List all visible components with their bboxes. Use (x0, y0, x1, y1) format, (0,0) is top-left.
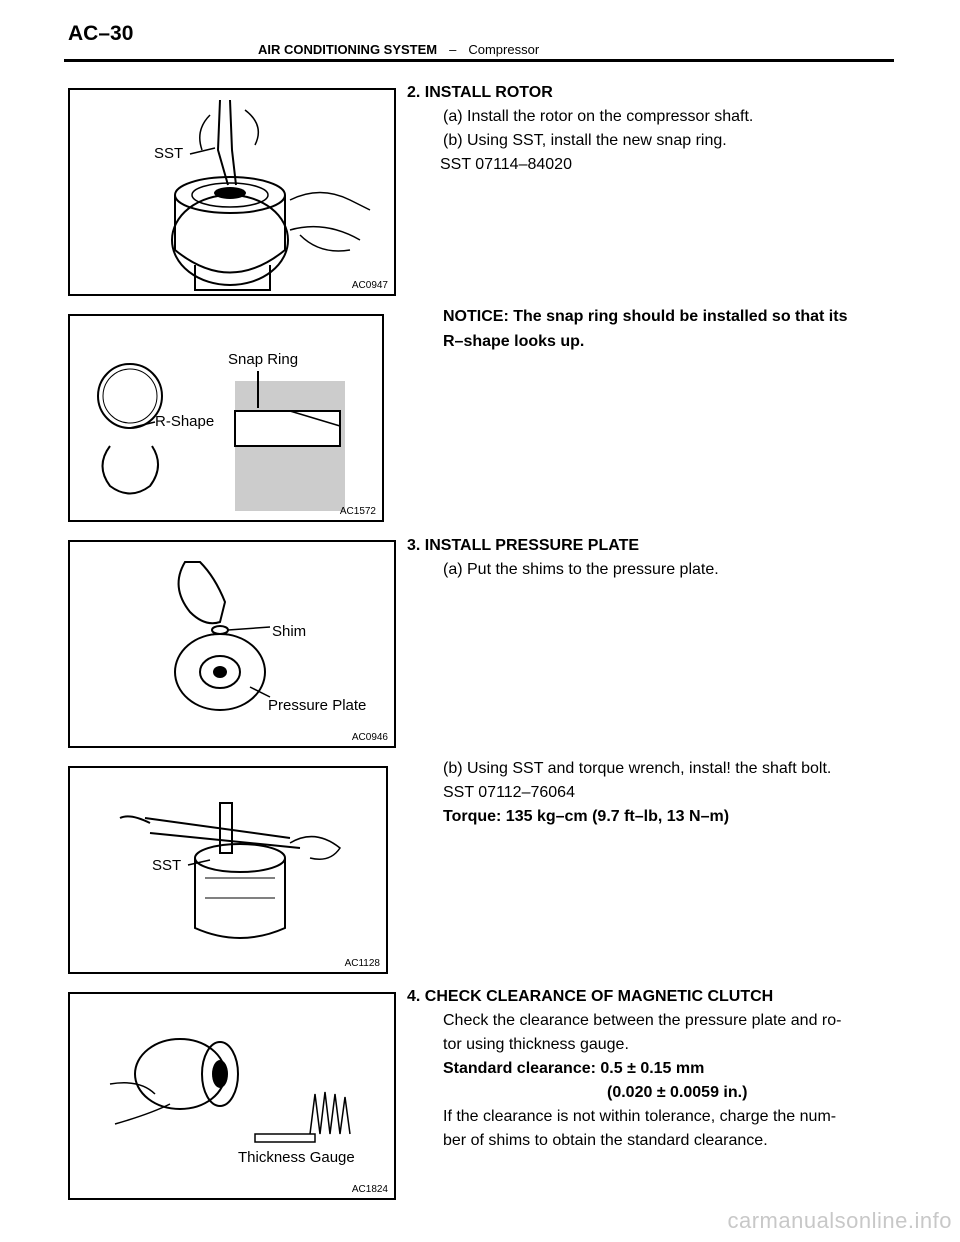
step4-line-2: tor using thickness gauge. (443, 1036, 629, 1053)
footer-watermark: carmanualsonline.info (727, 1208, 952, 1233)
step4-line-3: If the clearance is not within tolerance, charge the num- (443, 1108, 837, 1125)
header-rule (64, 59, 894, 62)
step2-sst: SST 07114–84020 (440, 156, 572, 173)
step3-title: 3. INSTALL PRESSURE PLATE (407, 537, 640, 554)
step4-standard-mm: Standard clearance: 0.5 ± 0.15 mm (443, 1060, 705, 1077)
fig4-label-sst: SST (152, 857, 182, 874)
running-header (258, 42, 539, 57)
figure-code: AC1824 (351, 1184, 388, 1195)
rotor-install-illustration (70, 90, 394, 294)
page-number: AC–30 (68, 22, 134, 45)
shim-illustration (70, 542, 394, 746)
fig2-label-snap-ring: Snap Ring (228, 351, 299, 368)
snap-ring-illustration (70, 316, 382, 520)
step4-line-1: Check the clearance between the pressure plate and ro- (443, 1012, 842, 1029)
fig2-label-r-shape: R-Shape (155, 413, 215, 430)
header-system: AIR CONDITIONING SYSTEM (258, 42, 438, 57)
figure-code: AC0946 (351, 732, 388, 743)
figure-snap-ring (68, 314, 384, 522)
step2-a: (a) Install the rotor on the compressor shaft. (443, 108, 754, 125)
step2-title: 2. INSTALL ROTOR (407, 84, 553, 101)
fig3-label-pressure-plate: Pressure Plate (268, 697, 367, 714)
thickness-gauge-illustration (70, 994, 394, 1198)
step3-sst: SST 07112–76064 (443, 784, 575, 801)
header-section: Compressor (468, 42, 540, 57)
step4-standard-in: (0.020 ± 0.0059 in.) (607, 1084, 748, 1101)
step4-line-4: ber of shims to obtain the standard clearance. (443, 1132, 768, 1149)
step3-a: (a) Put the shims to the pressure plate. (443, 561, 719, 578)
figure-shim-pressure-plate (68, 540, 396, 748)
figure-torque-wrench (68, 766, 388, 974)
figure-thickness-gauge (68, 992, 396, 1200)
figure-rotor-install (68, 88, 396, 296)
fig3-label-shim: Shim (272, 623, 307, 640)
step2-notice-1: NOTICE: The snap ring should be installed so that its (443, 308, 848, 325)
fig1-label-sst: SST (154, 145, 184, 162)
torque-wrench-illustration (70, 768, 386, 972)
step2-notice-2: R–shape looks up. (443, 333, 585, 350)
step4-title: 4. CHECK CLEARANCE OF MAGNETIC CLUTCH (407, 988, 774, 1005)
step3-b: (b) Using SST and torque wrench, instal! the shaft bolt. (443, 760, 832, 777)
header-separator: – (449, 42, 457, 57)
fig5-label-thickness-gauge: Thickness Gauge (238, 1149, 355, 1166)
figure-code: AC1128 (344, 958, 380, 969)
step3-torque: Torque: 135 kg–cm (9.7 ft–lb, 13 N–m) (443, 808, 730, 825)
step2-b: (b) Using SST, install the new snap ring. (443, 132, 727, 149)
figure-code: AC0947 (351, 280, 388, 291)
figure-code: AC1572 (339, 506, 376, 517)
